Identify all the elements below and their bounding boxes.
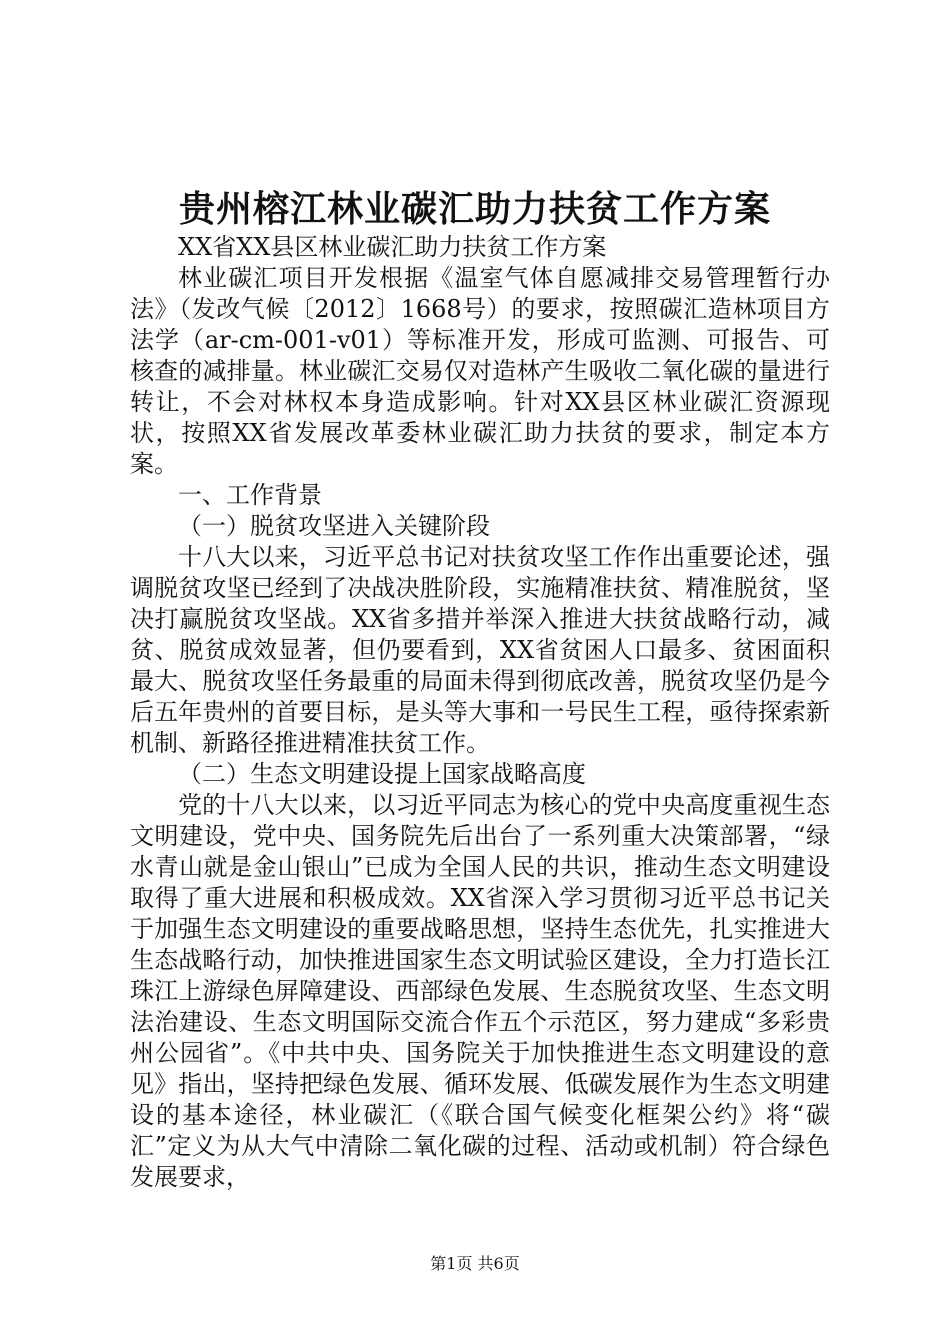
document-body xyxy=(130,232,830,1193)
paragraph-poverty: 十八大以来，习近平总书记对扶贫攻坚工作作出重要论述，强调脱贫攻坚已经到了决战决胜阶段，实施精准扶贫、精准脱贫，坚决打赢脱贫攻坚战。XX省多措并举深入推进大扶贫战略行动，减贫、脱贫成效显著，但仍要看到，XX省贫困人口最多、贫困面积最大、脱贫攻坚任务最重的局面未得到彻底改善，脱贫攻坚仍是今后五年贵州的首要目标，是头等大事和一号民生工程，亟待探索新机制、新路径推进精准扶贫工作。 xyxy=(130,543,830,757)
paragraph-subtitle: XX省XX县区林业碳汇助力扶贫工作方案 xyxy=(178,233,607,261)
subsection-heading-poverty: （一）脱贫攻坚进入关键阶段 xyxy=(178,512,490,540)
paragraph-ecology: 党的十八大以来，以习近平同志为核心的党中央高度重视生态文明建设，党中央、国务院先后出台了一系列重大决策部署，“绿水青山就是金山银山”已成为全国人民的共识，推动生态文明建设取得了重大进展和积极成效。XX省深入学习贯彻习近平总书记关于加强生态文明建设的重要战略思想，坚持生态优先，扎实推进大生态战略行动，加快推进国家生态文明试验区建设，全力打造长江珠江上游绿色屏障建设、西部绿色发展、生态脱贫攻坚、生态文明法治建设、生态文明国际交流合作五个示范区，努力建成“多彩贵州公园省”。《中共中央、国务院关于加快推进生态文明建设的意见》指出，坚持把绿色发展、循环发展、低碳发展作为生态文明建设的基本途径，林业碳汇（《联合国气候变化框架公约》将“碳汇”定义为从大气中清除二氧化碳的过程、活动或机制）符合绿色发展要求， xyxy=(130,791,830,1191)
section-heading-background: 一、工作背景 xyxy=(178,481,322,509)
document-title: 贵州榕江林业碳汇助力扶贫工作方案 xyxy=(178,188,771,230)
page-number-footer: 第1页 共6页 xyxy=(430,1254,520,1273)
subsection-heading-ecology: （二）生态文明建设提上国家战略高度 xyxy=(178,760,586,788)
paragraph-intro: 林业碳汇项目开发根据《温室气体自愿减排交易管理暂行办法》（发改气候〔2012〕1668号）的要求，按照碳汇造林项目方法学（ar-cm-001-v01）等标准开发，形成可监测、可报告、可核查的减排量。林业碳汇交易仅对造林产生吸收二氧化碳的量进行转让，不会对林权本身造成影响。针对XX县区林业碳汇资源现状，按照XX省发展改革委林业碳汇助力扶贫的要求，制定本方案。 xyxy=(130,264,830,478)
